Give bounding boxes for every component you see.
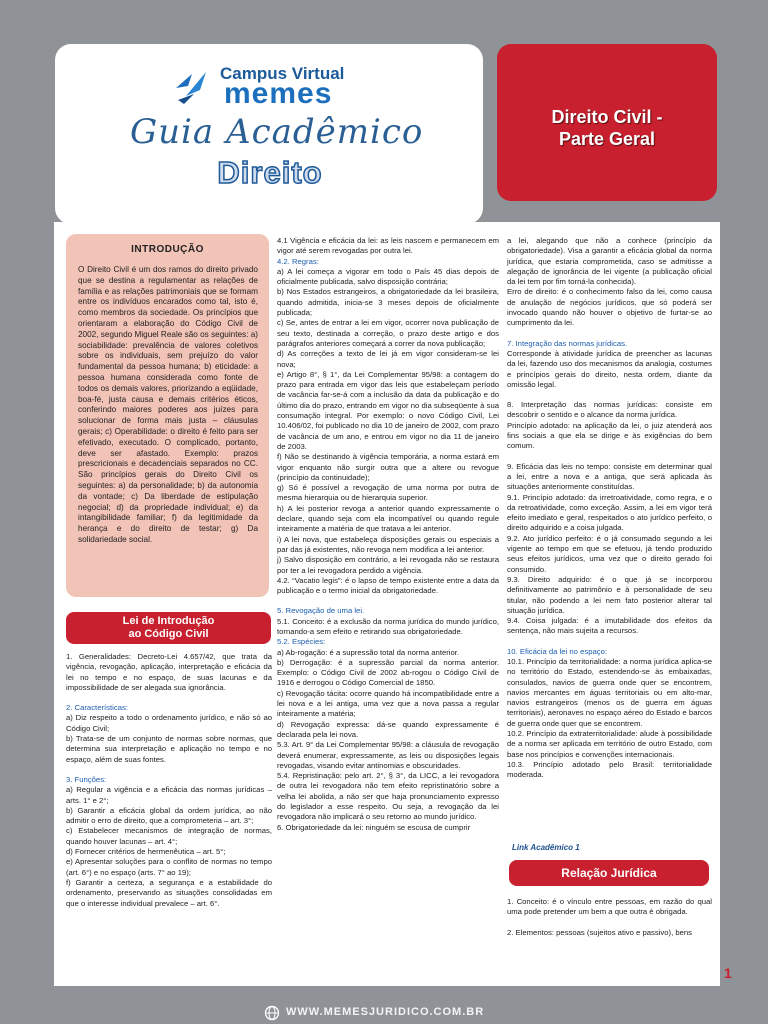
logo-small-text: Campus Virtual (220, 64, 345, 83)
course-title: Direito (217, 155, 323, 190)
spacer (507, 918, 712, 928)
paragraph: 5.4. Repristinação: pelo art. 2°, § 3°, da LICC, a lei revogadora de outra lei revogadora não tem efeito repristinatório sobre a velha lei abolida, a não ser que haja pronunciamento expresso do legislador a esse respeito. Ou seja, a revogação da lei revogadora não implicará o seu retorno ao mundo jurídico. (277, 771, 499, 822)
paragraph: a lei, alegando que não a conhece (princípio da obrigatoriedade). Visa a garantir a eficácia global da norma jurídica, que estaria comprometida, caso se admitisse a alegação de ignorância de lei vigente (a publicação oficial da lei tem por fim torná-la conhecida). (507, 236, 712, 287)
column-3-text (507, 236, 712, 781)
paragraph: d) As correções a texto de lei já em vigor consideram-se lei nova; (277, 349, 499, 369)
spacer (66, 765, 272, 775)
paragraph: h) A lei posterior revoga a anterior quando expressamente o declare, quando seja com ela incompatível ou quando regule inteiramente a matéria de que tratava a lei anterior. (277, 503, 499, 534)
campus-virtual-logo (172, 64, 372, 114)
spacer (277, 596, 499, 606)
paragraph: c) Estabelecer mecanismos de integração de normas, quando houver lacunas – art. 4°; (66, 826, 272, 846)
paragraph: 9. Eficácia das leis no tempo: consiste em determinar qual a lei, entre a nova e a antiga, que será aplicada às situações anteriormente constituídas. (507, 461, 712, 492)
paragraph: 5.1. Conceito: é a exclusão da norma jurídica do mundo jurídico, tornando-a sem efeito e retirando sua obrigatoriedade. (277, 616, 499, 636)
paragraph: 4.2. “Vacatio legis”: é o lapso de tempo existente entre a data da publicação e o termo inicial da obrigatoriedade. (277, 575, 499, 596)
paragraph: 2. Características: (66, 703, 128, 713)
guia-academico-title: Guia Acadêmico (130, 112, 424, 152)
paragraph: 7. Integração das normas jurídicas. (507, 338, 628, 348)
paragraph: 9.1. Princípio adotado: da irretroatividade, como regra, e o da retroatividade, como exceção. Assim, a lei em vigor terá efeito imediato e geral, respeitados o ato jurídico perfeito, o direito adquirido e a coisa julgada. (507, 492, 712, 533)
globe-icon (264, 1005, 280, 1021)
logo-arrows-icon (172, 66, 216, 106)
spacer (66, 693, 272, 703)
paragraph: e) Apresentar soluções para o conflito de normas no tempo (art. 6°) e no espaço (arts. 7° ao 19); (66, 857, 272, 877)
paragraph: a) A lei começa a vigorar em todo o País 45 dias depois de oficialmente publicada, salvo disposição contrária; (277, 266, 499, 287)
spacer (507, 637, 712, 647)
paragraph: a) Regular a vigência e a eficácia das normas jurídicas – arts. 1° e 2°; (66, 785, 272, 805)
paragraph: 5.3. Art. 9° da Lei Complementar 95/98: a cláusula de revogação deverá enumerar, expressamente, as leis ou disposições legais revogadas, visando evitar antinomias e obscuridades. (277, 740, 499, 770)
paragraph: 1. Conceito: é o vínculo entre pessoas, em razão do qual uma pode pretender um bem a que outra é obrigada. (507, 897, 712, 917)
paragraph: Princípio adotado: na aplicação da lei, o juiz atenderá aos fins sociais a que ela se dirige e às exigências do bem comum. (507, 420, 712, 451)
paragraph: 10.2. Princípio da extraterritorialidade: alude à possibilidade de a norma ser aplicada em território de outro Estado, com base nos princípios e convenções internacionais. (507, 729, 712, 759)
lei-heading-line1: Lei de Introdução (122, 615, 215, 627)
paragraph: f) Garantir a certeza, a segurança e a estabilidade do ordenamento, preservando as situações consolidadas em que o interesse individual prevalece – art. 6°. (66, 877, 272, 908)
paragraph: 4.1 Vigência e eficácia da lei: as leis nascem e permanecem em vigor até serem revogadas por outra lei. (277, 236, 499, 256)
paragraph: 8. Interpretação das normas jurídicas: consiste em descobrir o sentido e o alcance da norma jurídica. (507, 400, 712, 420)
relacao-juridica-heading: Relação Jurídica (509, 860, 709, 886)
lei-introducao-heading (66, 612, 271, 644)
paragraph: c) Revogação tácita: ocorre quando há incompatibilidade entre a lei nova e a lei antiga, uma vez que a nova passa a regular inteiramente a matéria; (277, 688, 499, 719)
column-1-text (66, 652, 272, 909)
paragraph: j) Salvo disposição em contrário, a lei revogada não se restaura por ter a lei revogadora perdido a vigência. (277, 555, 499, 575)
paragraph: d) Fornecer critérios de hermenêutica – art. 5°; (66, 847, 226, 857)
paragraph: b) Nos Estados estrangeiros, a obrigatoriedade da lei brasileira, quando admitida, inicia-se 3 meses depois de oficialmente publicada; (277, 287, 499, 318)
paragraph: c) Se, antes de entrar a lei em vigor, ocorrer nova publicação de seu texto, destinada a correção, o prazo deste artigo e dos parágrafos anteriores começará a correr da nova publicação; (277, 318, 499, 348)
page-number: 1 (724, 965, 732, 981)
paragraph: e) Artigo 8°, § 1°, da Lei Complementar 95/98: a contagem do prazo para entrada em vigor das leis que estabeleçam período de vacância far-se-á com a inclusão da data da publicação e do último dia do prazo, entrando em vigor no dia subseqüente à sua consumação integral. Por exemplo: o novo Código Civil, Lei 10.406/02, foi publicado no dia 10 de janeiro de 2002, com prazo de vacância de um ano, e entrou em vigor no dia 11 de janeiro de 2003. (277, 369, 499, 451)
paragraph: g) Só é possível a revogação de uma norma por outra de mesma hierarquia ou de hierarquia superior. (277, 483, 499, 503)
paragraph: 5. Revogação de uma lei. (277, 606, 365, 616)
paragraph: Erro de direito: é o conhecimento falso da lei, como causa de anulação de negócios jurídicos, que só poderá ser invocado quando não houver o objetivo de furtar-se ao cumprimento da lei. (507, 287, 712, 328)
link-academico-link[interactable]: Link Acadêmico 1 (512, 843, 580, 852)
spacer (507, 329, 712, 339)
spacer (507, 452, 712, 462)
paragraph: b) Derrogação: é a supressão parcial da norma anterior. Exemplo: o Código Civil de 2002 ab-rogou o Código Civil de 1916 e derrogou o Código Comercial de 1850. (277, 657, 499, 688)
intro-title: INTRODUÇÃO (131, 244, 204, 255)
spacer (507, 390, 712, 400)
intro-text: O Direito Civil é um dos ramos do direito privado que se destina a regulamentar as relações de família e as relações patrimoniais que se formam entre os indivíduos encarados como tal, isto é, como membros da sociedade. Os princípios que orientaram a elaboração do Código Civil de 2002, segundo Miguel Reale são os seguintes: a) sociabilidade: prevalência de valores coletivos sobre os individuais, sem prejuízo do valor fundamental da pessoa humana; b) eticidade: a pessoa humana considerada como fonte de todos os demais valores, priorizando a eqüidade, boa-fé, justa causa e demais critérios éticos, conferindo maiores poderes aos juízes para solucionar de forma mais justa – cláusulas gerais; c) Operabilidade: o direito é feito para ser efetivado, executado. O complicado, portanto, deve ser afastado. Exemplo: prazos prescricionais e decadenciais separados no CC. São princípios gerais do Direito Civil os seguintes: a) da personalidade; b) da autonomia da vontade; c) Da liberdade de estipulação negocial; d) da propriedade individual; e) da intangibilidade familiar; f) da legitimidade da herança e do direito de testar; g) Da solidariedade social. (78, 265, 258, 544)
paragraph: b) Garantir a eficácia global da ordem jurídica, ao não admitir o erro de direito, que a comprometeria – art. 3°; (66, 805, 272, 826)
paragraph: 9.3. Direito adquirido: é o que já se incorporou definitivamente ao patrimônio e à personalidade de seu titular, não podendo a lei nem fato posterior alterar tal situação jurídica. (507, 574, 712, 615)
paragraph: 1. Generalidades: Decreto-Lei 4.657/42, que trata da vigência, revogação, aplicação, interpretação e eficácia da lei no tempo e no espaço, de suas lacunas e da impossibilidade de ser alegada sua ignorância. (66, 652, 272, 692)
lei-heading-line2: ao Código Civil (128, 628, 209, 640)
paragraph: 10. Eficácia da lei no espaço: (507, 646, 608, 656)
paragraph: 10.1. Princípio da territorialidade: a norma jurídica aplica-se no território do Estado, estendendo-se às embaixadas, consulados, navios de guerra onde quer se encontrem, navios mercantes em águas territoriais ou em alto-mar, navios estrangeiros (menos os de guerra em águas territoriais), aeronaves no espaço aéreo do Estado e barcos de guerra onde quer que se encontrem. (507, 656, 712, 728)
logo-big-text: memes (224, 77, 333, 110)
paragraph: a) Diz respeito a todo o ordenamento jurídico, e não só ao Código Civil; (66, 713, 272, 733)
paragraph: Corresponde à atividade jurídica de preencher as lacunas da lei, fazendo uso dos mecanismos da analogia, costumes e princípios gerais do direito, nesta ordem, diante da omissão legal. (507, 348, 712, 389)
paragraph: 3. Funções: (66, 774, 107, 784)
paragraph: 9.4. Coisa julgada: é a imutabilidade dos efeitos da sentença, não mais sujeita a recursos. (507, 616, 712, 636)
paragraph: 6. Obrigatoriedade da lei: ninguém se escusa de cumprir (277, 822, 471, 832)
document-title-line2: Parte Geral (558, 129, 656, 149)
footer-url[interactable]: WWW.MEMESJURIDICO.COM.BR (286, 1006, 485, 1018)
paragraph: b) Trata-se de um conjunto de normas sobre normas, que determina sua interpretação e aplicação no tempo e no espaço, além de suas fontes. (66, 734, 272, 764)
paragraph: d) Revogação expressa: dá-se quando expressamente é declarada pela lei nova. (277, 719, 499, 739)
paragraph: 5.2. Espécies: (277, 637, 326, 647)
paragraph: 10.3. Princípio adotado pelo Brasil: territorialidade moderada. (507, 759, 712, 780)
paragraph: 2. Elementos: pessoas (sujeitos ativo e passivo), bens (507, 927, 693, 937)
paragraph: 9.2. Ato jurídico perfeito: é o já consumado segundo a lei vigente ao tempo em que se efetuou, já tendo produzido seus efeitos jurídicos, uma vez que o direito gerado foi consumido. (507, 533, 712, 574)
document-title (497, 106, 717, 150)
column-2-text (277, 236, 499, 833)
paragraph: f) Não se destinando à vigência temporária, a norma estará em vigor enquanto não surgir outra que a altere ou revogue (princípio da continuidade); (277, 452, 499, 482)
column-3-bottom-text (507, 897, 712, 938)
paragraph: i) A lei nova, que estabeleça disposições gerais ou especiais a par das já existentes, não revoga nem modifica a lei anterior. (277, 534, 499, 554)
document-title-line1: Direito Civil - (551, 107, 663, 127)
paragraph: 4.2. Regras: (277, 256, 319, 266)
paragraph: a) Ab-rogação: é a supressão total da norma anterior. (277, 647, 460, 657)
